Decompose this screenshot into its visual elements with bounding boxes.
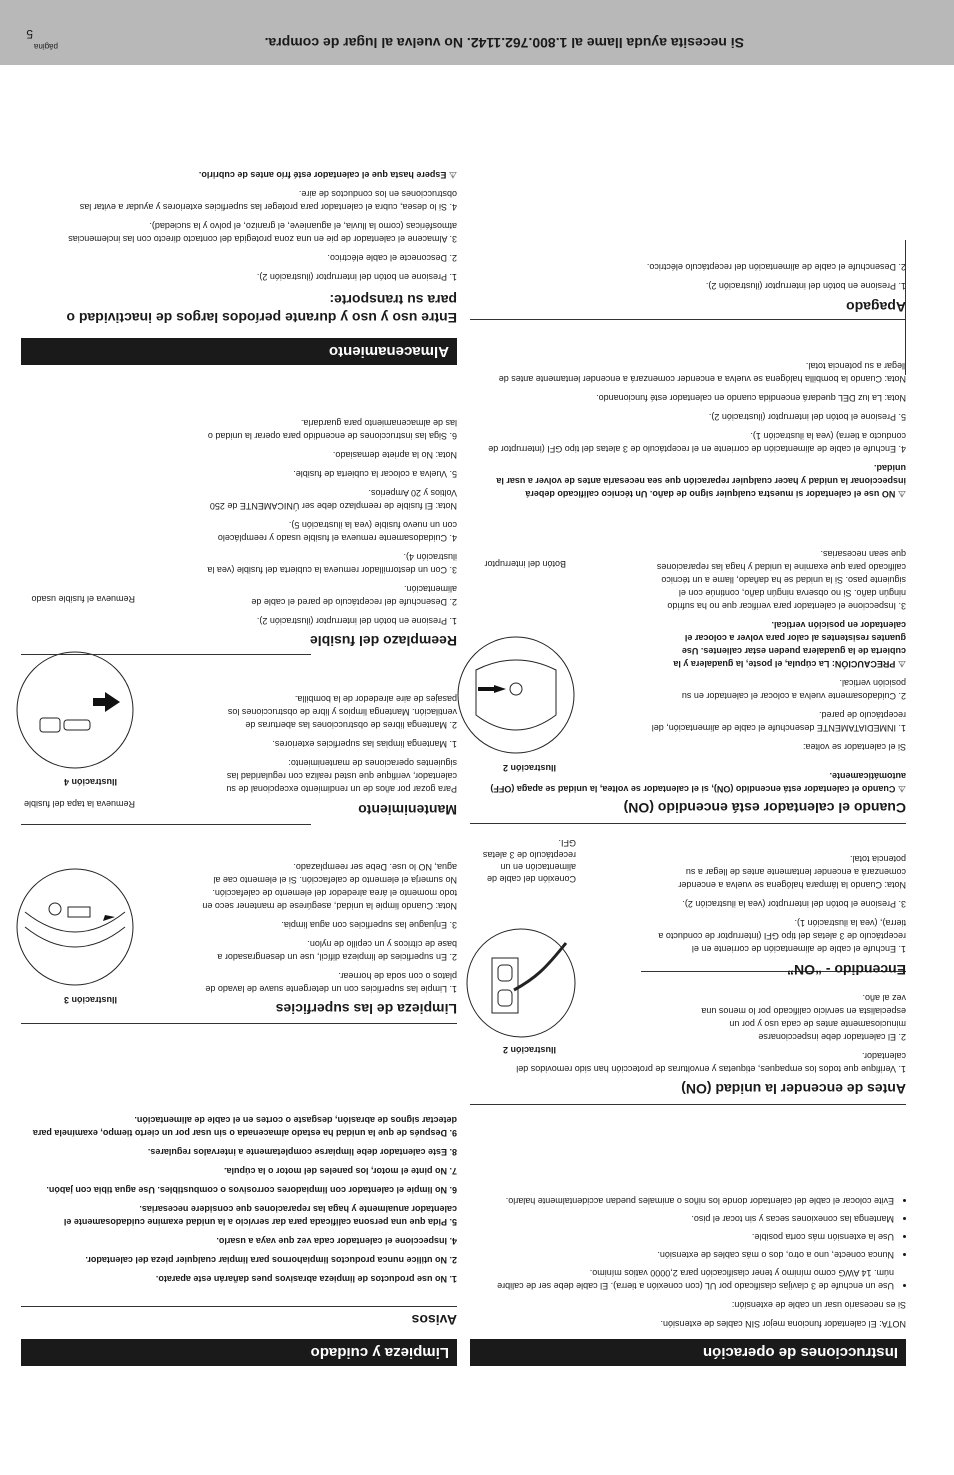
list-item: 6. No limpie el calentador con limpiadores corrosivos o combustibles. Use agua tibia con jabón. xyxy=(46,1185,457,1195)
list-item: • Use la extensión más corta posible. xyxy=(486,1230,894,1243)
list-item: 1. INMEDIATAMENTE desenchufe el cable de alimentación, del receptáculo de pared. xyxy=(651,710,906,733)
list-item: 4. Inspeccione el calentador cada vez que vaya a usarlo. xyxy=(216,1236,457,1246)
list-item: 3. Inspeccione el calentador para verificar que no ha sufrido ningún daño. Si no observa ningún daño, continúe con el siguiente paso. Si la unidad se ha dañado, llame a un técnico calificado para que examine la unidad y haga las reparaciones que sean necesarias. xyxy=(656,549,906,611)
list-item: • Nunca conecte, uno a otro, dos o más cables de extensión. xyxy=(486,1248,894,1261)
list-item: 3. Con un destornillador remueva la cubierta del fusible (vea la ilustración 4). xyxy=(207,552,457,575)
list-item: 1. Limpie las superficies con un detergente suave de lavado de platos o con soda de hornear. xyxy=(205,971,457,994)
storage-warning: ⚠ Espere hasta que el calentador esté frío antes de cubrirlo. xyxy=(27,168,457,181)
extension-bullets xyxy=(486,1194,906,1292)
list-item: 1. Presione en botón del interruptor (ilustración 2). xyxy=(256,616,457,626)
footer-bar xyxy=(0,0,954,65)
list-item: 3. Almacene el calentador de pie en una zona protegida del contacto directo con las inclemencias atmosféricas (como la lluvia, el aguanieve, el granizo, el polvo y la suciedad). xyxy=(68,221,457,244)
list-item: 3. Enjuague las superficies con agua limpia. xyxy=(281,920,457,930)
divider xyxy=(21,654,311,655)
figure-caption: Ilustración 2 xyxy=(502,1045,556,1055)
list-item: 2. En superficies de limpieza difícil, use un desengrasador a base de cítricos y un cepillo de nylon. xyxy=(217,939,457,962)
caution-note: ⚠ PRECAUCIÓN: La cúpula, el poste, la guadalera y la cubierta de la guadalera pueden estar calientes. Use guantes resistentes al calor para volver a colocar el calentador en posición vertical. xyxy=(651,618,906,670)
mant-intro: Para gozar por años de un rendimiento excepcional de su calentador, verifique que usted realiza con regularidad las siguientes operaciones de mantenimiento: xyxy=(226,758,457,794)
divider xyxy=(21,824,311,825)
mant-block xyxy=(202,686,457,795)
divider xyxy=(21,1023,457,1024)
apagado-title: Apagado xyxy=(846,299,906,315)
fuse-cap-illustration xyxy=(15,867,135,987)
list-item: Nota: El fusible de reemplazo debe ser ÚNICAMENTE de 250 Voltios y 20 Amperios. xyxy=(209,488,457,511)
list-item: Nota: No la apriete demasiado. xyxy=(332,450,457,460)
list-item: 2. No utilice nunca productos limpiahornos para limpiar cualquier pieza del calentador. xyxy=(85,1255,457,1265)
divider xyxy=(905,240,906,375)
list-item: Si el calentador se voltea: xyxy=(802,742,906,752)
list-item: 2. Desenchufe el cable de alimentación del receptáculo eléctrico. xyxy=(646,262,906,272)
list-item: 5. Vuelva a colocar la cubierta de fusible. xyxy=(293,469,457,479)
list-item: 5. Pida que una persona calificada para dar servicio a la unidad examine cuidadosamente el calentador anualmente y haga las reparaciones que considere necesarias. xyxy=(63,1204,457,1227)
list-item: • Evite colocar el cable del calentador donde los niños o animales puedan accidentalmente halarlo. xyxy=(486,1194,894,1207)
list-item: 2. Desconecte el cable eléctrico. xyxy=(327,253,457,263)
encendido-title: Encendido - “ON” xyxy=(787,962,906,978)
list-item: 7. No pinte el motor, los paneles del motor o la cúpula. xyxy=(223,1166,457,1176)
switch-button-illustration xyxy=(456,635,576,755)
help-line: Si necesita ayuda llame al 1.800.762.1142. No vuelva al lugar de compra. xyxy=(264,35,744,51)
damage-warning: ⚠ NO use el calentador si muestra cualquier signo de daño. Un técnico calificado deberá inspeccionar la unidad y hacer cualquier reparación que sea necesaria antes de volver a usar la unidad. xyxy=(486,461,906,500)
list-item: 2. El calentador debe inspeccionarse minuciosamente antes de cada uso y por un especialista en servicio calificado por lo menos una vez al año. xyxy=(701,993,906,1042)
note-no-extension: NOTA: El calentador funciona mejor SIN cables de extensión. xyxy=(660,1319,906,1329)
limpieza-title: Limpieza de las superficies xyxy=(275,1001,457,1017)
cuando-steps xyxy=(651,541,906,753)
list-item: 1. Presione en botón del interruptor (ilustración 2). xyxy=(256,272,457,282)
fuse-removal-illustration xyxy=(15,650,135,770)
divider xyxy=(470,823,906,824)
list-item: 4. Si lo desea, cubra el calentador para proteger las superficies exteriores y ayudar a evitar las obstrucciones en los conductos de aire. xyxy=(79,189,457,212)
list-item: Nota: La luz DEL quedará encendida cuando en calentador esté funcionando. xyxy=(596,393,906,403)
list-item: • Mantenga las conexiones secas y sin tocar el piso. xyxy=(486,1212,894,1225)
list-item: 9. Después de que la unidad ha estado almacenada o sin usar por un cierto tiempo, examínela para detectar signos de abrasión, desgaste o cortes en el cable de alimentación. xyxy=(32,1115,457,1138)
figure-caption: Ilustración 3 xyxy=(63,995,117,1005)
cuando-title: Cuando el calentador está encendido (ON) xyxy=(623,800,906,816)
list-item: 2. Mantenga libres de obstrucciones las aberturas de ventilación. Mantenga limpios y libre de obstrucciones los pasajes de aire alrededor de la bombilla. xyxy=(227,694,457,730)
list-item: 3. Presione el botón del interruptor (vea la ilustración 2). xyxy=(682,899,906,909)
care-banner: Limpieza y cuidado xyxy=(21,1339,457,1366)
list-item: 1. Verifique que todos los empaques, etiquetas y envolturas de protección han sido removidos del calentador. xyxy=(516,1051,906,1074)
operation-banner: Instrucciones de operación xyxy=(470,1339,906,1366)
figure-caption: Ilustración 4 xyxy=(63,777,117,787)
tip-warning: ⚠ Cuando el calentador está encendido (ON), si el calentador se voltea, la unidad se apaga (OFF) automáticamente. xyxy=(486,769,906,795)
list-item: 1. Presione en botón del interruptor (ilustración 2). xyxy=(705,281,906,291)
figure-note: Remueva la tapa del fusible xyxy=(23,799,135,809)
list-item: • Use un enchufe de 3 clavijas clasificado por UL (con conexión a tierra). El cable debe ser de calibre núm. 14 AWG como mínimo y tener clasificación para 2,0000 vatios mínimo. xyxy=(486,1266,894,1292)
page-number: 5 xyxy=(26,27,33,41)
list-item: 6. Siga las instrucciones de encendido para operar la unidad o las de almacenamiento para guardarla. xyxy=(207,418,457,441)
avisos-list xyxy=(27,1107,457,1285)
figure-note: Conexión del cable de alimentación en un receptáculo de 3 aletas GFI. xyxy=(482,838,576,884)
list-item: 4. Cuidadosamente remueva el fusible usado y reemplácelo con un nuevo fusible (vea la ilustración 5). xyxy=(217,520,457,543)
list-item: 4. Enchufe el cable de alimentación de corriente en el receptáculo de 3 aletas del tipo GFI (interruptor de conducto a tierra) (vea la ilustración 1). xyxy=(488,431,906,454)
extension-notes xyxy=(486,1189,906,1330)
page-label: página xyxy=(33,42,58,51)
fusible-title: Reemplazo del fusible xyxy=(309,633,457,649)
fusible-list xyxy=(202,410,457,627)
list-item: 8. Este calentador debe limpiarse completamente a intervalos regulares. xyxy=(147,1147,457,1157)
plug-outlet-illustration xyxy=(466,928,576,1038)
list-item: Nota: Cuando la lámpara halógena se vuelva a encender comenzará a encender lentamente antes de llegar a su potencia total. xyxy=(678,854,906,890)
note-extension-needed: Si es necesario usar un cable de extensión: xyxy=(731,1300,906,1310)
list-item: 2. Cuidadosamente vuelva a colocar el calentador en su posición vertical. xyxy=(681,678,906,701)
limpieza-list xyxy=(202,854,457,995)
storage-banner: Almacenamiento xyxy=(21,338,457,365)
cuando-steps-2 xyxy=(486,353,906,500)
figure-caption: Ilustración 2 xyxy=(502,763,556,773)
divider xyxy=(470,319,906,320)
list-item: 5. Presione el botón del interruptor (ilustración 2). xyxy=(708,412,906,422)
figure-note: Remueva el fusible usado xyxy=(31,594,135,604)
list-item: 1. Enchufe el cable de alimentación de corriente en el receptáculo de 3 aletas del tipo GFI (interruptor de conducto a tierra), (vea la ilustración 1). xyxy=(658,918,906,954)
divider xyxy=(470,1104,906,1105)
alm-list xyxy=(27,162,457,283)
alm-title: Entre uso y uso y durante períodos largos de inactividad o para su transporte: xyxy=(66,292,457,326)
list-item: Nota: Cuando la bombilla halógena se vuelva a encender comenzará a encender lentamente antes de llegar a su potencia total. xyxy=(498,361,906,384)
avisos-title: Avisos xyxy=(411,1312,457,1328)
list-item: 1. No use productos de limpieza abrasivos pues dañarán este aparato. xyxy=(155,1274,457,1284)
mant-title: Mantenimiento xyxy=(358,802,457,818)
list-item: 1. Mantenga limpias las superficies exteriores. xyxy=(272,739,457,749)
list-item: Nota: Cuando limpie la unidad, asegúrese de mantener seco en todo momento el área alrededor del elemento de calefacción. No sumerja el elemento de calefacción. Si el elemento cae al agua, NO lo use. Debe ser reemplazado. xyxy=(202,862,457,911)
divider xyxy=(21,1306,457,1307)
antes-title: Antes de encender la unidad (ON) xyxy=(681,1081,906,1097)
encendido-list xyxy=(651,846,906,955)
figure-note: Botón del interruptor xyxy=(484,559,566,569)
list-item: 2. Desenchufe del receptáculo de pared el cable de alimentación. xyxy=(251,584,457,607)
apagado-list xyxy=(486,254,906,292)
